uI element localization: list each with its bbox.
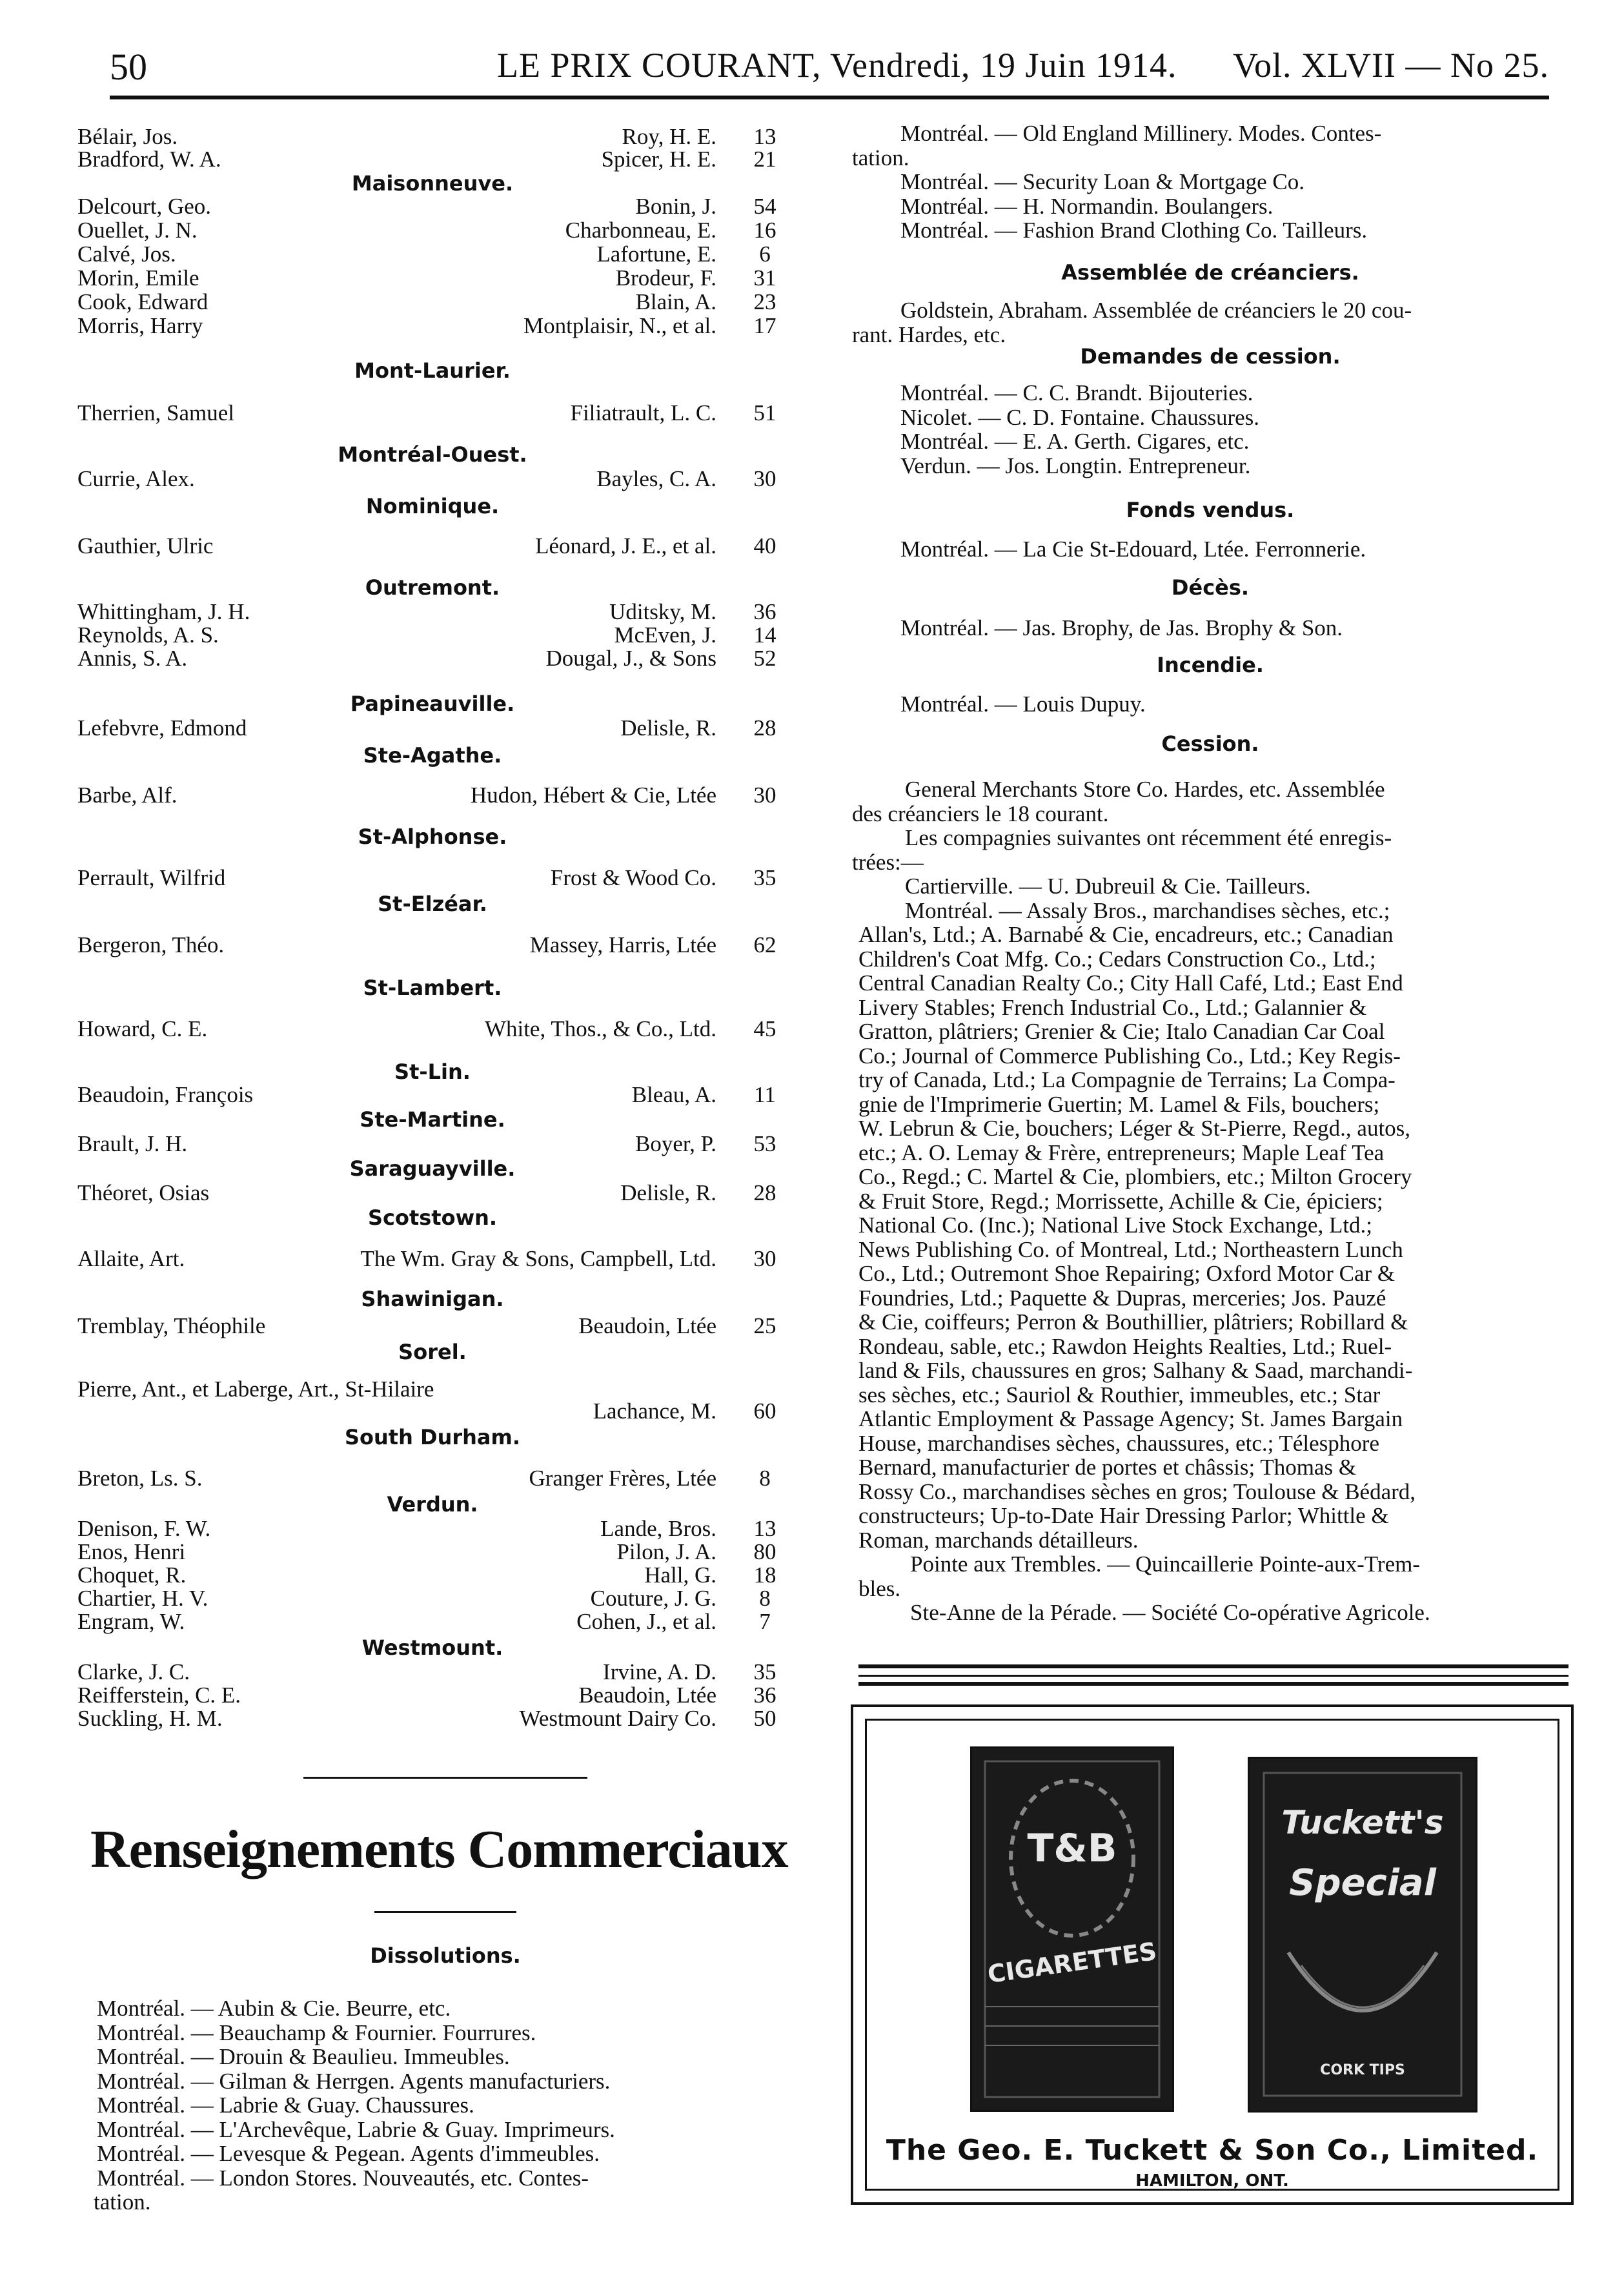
pack-brand: T&B xyxy=(1027,1826,1117,1871)
dissolution-line: Montréal. — Aubin & Cie. Beurre, etc. xyxy=(97,1996,451,2021)
cession-heading: Cession. xyxy=(1161,732,1259,756)
list-row: Howard, C. E. White, Thos., & Co., Ltd. 45 xyxy=(77,1016,776,1041)
list-row: Ouellet, J. N. Charbonneau, E. 16 xyxy=(77,218,776,243)
pack-variant: Special xyxy=(1289,1862,1436,1904)
dissolutions-list xyxy=(94,1996,800,2215)
place-heading: Scotstown. xyxy=(367,1205,498,1230)
newspaper-title: LE PRIX COURANT, Vendredi, 19 Juin 1914. xyxy=(497,46,1177,85)
assemblee-heading: Assemblée de créanciers. xyxy=(1061,260,1359,285)
dissolution-line: tation. xyxy=(94,2189,151,2215)
place-heading: Shawinigan. xyxy=(361,1287,504,1311)
fonds-block: Montréal. — La Cie St-Edouard, Ltée. Ferronnerie. xyxy=(900,537,1366,562)
laurel-wreath-icon xyxy=(972,1748,1172,2110)
dissolution-line: Montréal. — Beauchamp & Fournier. Fourrures. xyxy=(97,2020,536,2045)
place-heading: Maisonneuve. xyxy=(351,171,514,196)
place-heading: Westmount. xyxy=(361,1635,503,1660)
dissolution-line: Montréal. — Labrie & Guay. Chaussures. xyxy=(97,2092,474,2118)
list-row: Tremblay, Théophile Beaudoin, Ltée 25 xyxy=(77,1313,776,1338)
contestation-block: Montréal. — Old England Millinery. Modes. Contes- tation. Montréal. — Security Loan & Mortgage Co. Montréal. — H. Normandin. Boulangers. Montréal. — Fashion Brand Clothing Co. Tailleurs. xyxy=(852,121,1382,243)
list-row: Therrien, Samuel Filiatrault, L. C. 51 xyxy=(77,400,776,425)
list-row: Allaite, Art. The Wm. Gray & Sons, Campbell, Ltd. 30 xyxy=(77,1246,776,1271)
advert-rule xyxy=(858,1682,1568,1686)
incendie-heading: Incendie. xyxy=(1157,653,1264,677)
cession-block: General Merchants Store Co. Hardes, etc. Assemblée des créanciers le 18 courant. Les compagnies suivantes ont récemment été enregis- trées:— Cartierville. — U. Dubreuil & Cie. Tailleurs. Montréal. — Assaly Bros., marchandises sèches, etc.; Allan's, Ltd.; A. Barnabé & Cie, encadreurs, etc.; Canadian Children's Coat Mfg. Co.; Cedars Construction Co., Ltd.; Central Canadian Realty Co.; City Hall Café, Ltd.; East End Livery Stables; French Industrial Co., Ltd.; Galannier & Gratton, plâtriers; Grenier & Cie; Italo Canadian Car Coal Co.; Journal of Commerce Publishing Co., Ltd.; Key Regis- try of Canada, Ltd.; La Compagnie de Terrains; La Compa- gnie de l'Imprimerie Guertin; M. Lamel & Fils, bouchers; W. Lebrun & Cie, bouchers; Léger & St-Pierre, Regd., autos, etc.; A. O. Lemay & Frère, entrepreneurs; Maple Leaf Tea Co., Regd.; C. Martel & Cie, plombiers, etc.; Milton Grocery & Fruit Store, Regd.; Morrissette, Achille & Cie, épiciers; National Co. (Inc.); National Live Stock Exchange, Ltd.; News Publishing Co. of Montreal, Ltd.; Northeastern Lunch Co., Ltd.; Outremont Shoe Repairing; Oxford Motor Car & Foundries, Ltd.; Paquette & Dupras, merceries; Jos. Pauzé & Cie, coiffeurs; Perron & Bouthillier, plâtriers; Robillard & Rondeau, sable, etc.; Rawdon Heights Realties, Ltd.; Ruel- land & Fils, chaussures en gros; Salhany & Saad, marchandi- ses sèches, etc.; Sauriol & Routhier, immeubles, etc.; Star Atlantic Employment & Passage Agency; St. James Bargain House, marchandises sèches, chaussures, etc.; Télesphore Bernard, manufacturier de portes et châssis; Thomas & Rossy Co., marchandises sèches en gros; Toulouse & Bédard, constructeurs; Up-to-Date Hair Dressing Parlor; Whittle & Roman, marchands détailleurs. Pointe aux Trembles. — Quincaillerie Pointe-aux-Trem- bles. Ste-Anne de la Pérade. — Société Co-opérative Agricole. xyxy=(852,777,1430,1625)
deces-block: Montréal. — Jas. Brophy, de Jas. Brophy & Son. xyxy=(900,615,1343,640)
dissolutions-heading: Dissolutions. xyxy=(370,1943,521,1968)
list-row: Gauthier, Ulric Léonard, J. E., et al. 40 xyxy=(77,533,776,558)
title-rule xyxy=(374,1911,516,1913)
place-heading: Ste-Martine. xyxy=(360,1107,505,1132)
advert-rule xyxy=(858,1664,1568,1668)
page-number: 50 xyxy=(110,46,147,88)
place-heading: Mont-Laurier. xyxy=(354,358,511,383)
list-row: Bradford, W. A. Spicer, H. E. 21 xyxy=(77,147,776,172)
advert-company: The Geo. E. Tuckett & Son Co., Limited. xyxy=(886,2134,1539,2167)
list-row: Brault, J. H. Boyer, P. 53 xyxy=(77,1131,776,1156)
list-row: Lefebvre, Edmond Delisle, R. 28 xyxy=(77,715,776,741)
list-row: Chartier, H. V. Couture, J. G. 8 xyxy=(77,1586,771,1611)
place-heading: Saraguayville. xyxy=(349,1156,516,1181)
sorel-line: Pierre, Ant., et Laberge, Art., St-Hilaire xyxy=(77,1376,434,1402)
section-title: Renseignements Commerciaux xyxy=(90,1819,788,1879)
advert-inner-frame xyxy=(865,1719,1559,2191)
dissolution-line: Montréal. — Gilman & Herrgen. Agents manufacturiers. xyxy=(97,2068,611,2094)
cigarette-pack-image xyxy=(970,1746,1174,2112)
incendie-block: Montréal. — Louis Dupuy. xyxy=(900,691,1146,717)
place-heading: Montréal-Ouest. xyxy=(338,442,527,467)
list-row: Théoret, Osias Delisle, R. 28 xyxy=(77,1180,776,1205)
header-rule xyxy=(110,96,1549,99)
list-row: Bergeron, Théo. Massey, Harris, Ltée 62 xyxy=(77,932,776,957)
pack-brand: Tuckett's xyxy=(1281,1804,1444,1841)
place-heading: Nominique. xyxy=(365,494,500,518)
list-row: Beaudoin, François Bleau, A. 11 xyxy=(77,1082,776,1107)
demandes-heading: Demandes de cession. xyxy=(1080,344,1341,369)
list-row: Currie, Alex. Bayles, C. A. 30 xyxy=(77,466,776,491)
page-header xyxy=(110,45,1549,97)
tuckett-advertisement xyxy=(851,1704,1574,2205)
dissolution-line: Montréal. — Levesque & Pegean. Agents d'immeubles. xyxy=(97,2141,600,2166)
list-row: Perrault, Wilfrid Frost & Wood Co. 35 xyxy=(77,865,776,890)
place-heading: South Durham. xyxy=(344,1425,521,1449)
place-heading: Ste-Agathe. xyxy=(363,743,502,768)
dissolution-line: Montréal. — London Stores. Nouveautés, etc. Contes- xyxy=(97,2165,589,2191)
list-row: Barbe, Alf. Hudon, Hébert & Cie, Ltée 30 xyxy=(77,783,776,808)
place-heading: St-Elzéar. xyxy=(378,892,487,916)
list-row: Cook, Edward Blain, A. 23 xyxy=(77,289,776,314)
demandes-block: Montréal. — C. C. Brandt. Bijouteries. Nicolet. — C. D. Fontaine. Chaussures. Montréal. — E. A. Gerth. Cigares, etc. Verdun. — Jos. Longtin. Entrepreneur. xyxy=(900,380,1260,478)
place-heading: Outremont. xyxy=(365,575,500,600)
place-heading: St-Lin. xyxy=(394,1059,471,1084)
judgments-list xyxy=(77,116,807,1756)
fonds-heading: Fonds vendus. xyxy=(1126,498,1295,522)
list-row: Reifferstein, C. E. Beaudoin, Ltée 36 xyxy=(77,1683,776,1708)
pack-label: CORK TIPS xyxy=(1320,2062,1405,2078)
place-heading: St-Lambert. xyxy=(363,976,502,1000)
deces-heading: Décès. xyxy=(1171,575,1250,600)
advert-rule xyxy=(858,1675,1568,1677)
dissolution-line: Montréal. — L'Archevêque, Labrie & Guay. Imprimeurs. xyxy=(97,2116,615,2142)
list-row: Denison, F. W. Lande, Bros. 13 xyxy=(77,1516,776,1541)
list-row: Enos, Henri Pilon, J. A. 80 xyxy=(77,1539,776,1564)
list-row: Morin, Emile Brodeur, F. 31 xyxy=(77,265,776,291)
list-row: Choquet, R. Hall, G. 18 xyxy=(77,1562,776,1588)
list-row: Calvé, Jos. Lafortune, E. 6 xyxy=(77,241,771,267)
list-row: Bélair, Jos. Roy, H. E. 13 xyxy=(77,124,776,149)
cigarette-box-image xyxy=(1248,1757,1477,2113)
assemblee-block: Goldstein, Abraham. Assemblée de créanciers le 20 cou- rant. Hardes, etc. xyxy=(852,298,1412,347)
advert-city: HAMILTON, ONT. xyxy=(1135,2171,1289,2191)
list-row: Engram, W. Cohen, J., et al. 7 xyxy=(77,1609,771,1634)
list-row: Breton, Ls. S. Granger Frères, Ltée 8 xyxy=(77,1466,771,1491)
place-heading: St-Alphonse. xyxy=(358,824,507,849)
list-row: Reynolds, A. S. McEven, J. 14 xyxy=(77,622,776,648)
place-heading: Papineauville. xyxy=(350,691,515,716)
dissolution-line: Montréal. — Drouin & Beaulieu. Immeubles. xyxy=(97,2044,510,2069)
list-row: Whittingham, J. H. Uditsky, M. 36 xyxy=(77,599,776,624)
list-row: Clarke, J. C. Irvine, A. D. 35 xyxy=(77,1659,776,1684)
list-row: Delcourt, Geo. Bonin, J. 54 xyxy=(77,194,776,219)
volume-number: Vol. XLVII — No 25. xyxy=(1232,46,1549,85)
list-row: Lachance, M. 60 xyxy=(593,1398,776,1424)
place-heading: Verdun. xyxy=(387,1492,478,1517)
section-rule xyxy=(303,1777,587,1779)
list-row: Suckling, H. M. Westmount Dairy Co. 50 xyxy=(77,1706,776,1731)
list-row: Morris, Harry Montplaisir, N., et al. 17 xyxy=(77,313,776,338)
pack-label: CIGARETTES xyxy=(986,1936,1159,1989)
list-row: Annis, S. A. Dougal, J., & Sons 52 xyxy=(77,646,776,671)
place-heading: Sorel. xyxy=(398,1340,467,1364)
